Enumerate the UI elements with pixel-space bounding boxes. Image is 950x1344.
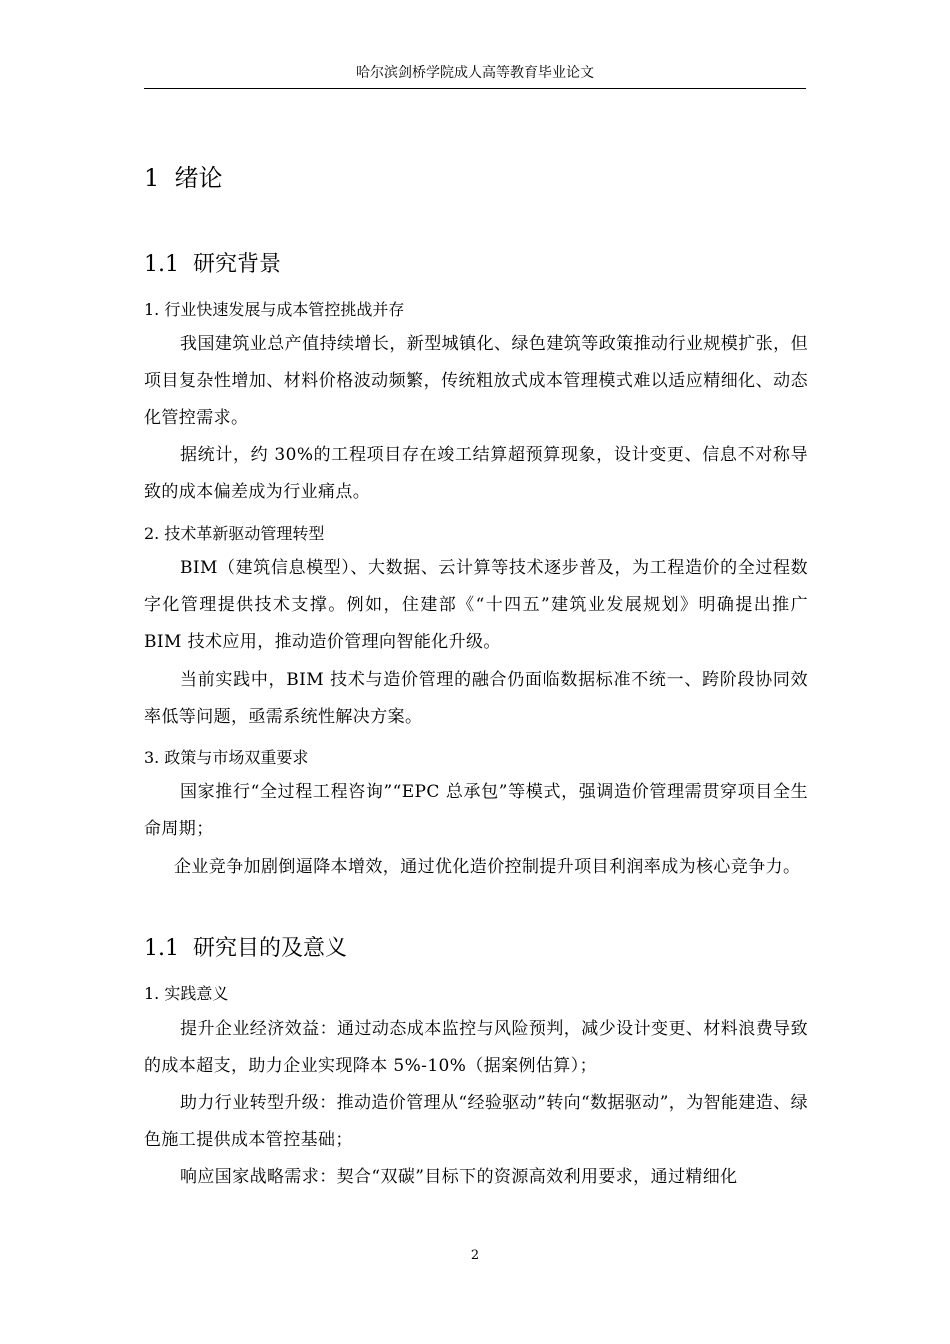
paragraph: 助力行业转型升级：推动造价管理从“经验驱动”转向“数据驱动”，为智能建造、绿色施工提供成本管控基础；: [144, 1093, 808, 1150]
subheading-policy-market: 3. 政策与市场双重要求: [144, 748, 309, 767]
section-title: 研究背景: [193, 252, 282, 277]
paragraph: 提升企业经济效益：通过动态成本监控与风险预判，减少设计变更、材料浪费导致的成本超支，助力企业实现降本 5%-10%（据案例估算）；: [144, 1019, 808, 1076]
chapter-number: 1: [144, 164, 160, 192]
paragraph: BIM（建筑信息模型）、大数据、云计算等技术逐步普及，为工程造价的全过程数字化管理提供技术支撑。例如，住建部《“十四五”建筑业发展规划》明确提出推广 BIM 技术应用，推动造价管理向智能化升级。: [144, 558, 808, 652]
subheading-technology: 2. 技术革新驱动管理转型: [144, 524, 325, 543]
paragraph: 企业竞争加剧倒逼降本增效，通过优化造价控制提升项目利润率成为核心竞争力。: [174, 857, 801, 877]
section-heading-background: [144, 249, 281, 281]
paragraph: 据统计，约 30%的工程项目存在竣工结算超预算现象，设计变更、信息不对称导致的成本偏差成为行业痛点。: [144, 445, 808, 502]
section-number: 1.1: [144, 936, 179, 961]
header-rule: [144, 88, 806, 89]
paragraph: 响应国家战略需求：契合“双碳”目标下的资源高效利用要求，通过精细化: [180, 1167, 738, 1187]
paragraph: 我国建筑业总产值持续增长，新型城镇化、绿色建筑等政策推动行业规模扩张，但项目复杂性增加、材料价格波动频繁，传统粗放式成本管理模式难以适应精细化、动态化管控需求。: [144, 334, 808, 428]
page-number: 2: [470, 1248, 480, 1263]
subheading-practical-significance: 1. 实践意义: [144, 984, 229, 1003]
section-number: 1.1: [144, 252, 179, 277]
section-heading-purpose: [144, 933, 347, 965]
chapter-heading: [144, 160, 223, 196]
paragraph: 当前实践中，BIM 技术与造价管理的融合仍面临数据标准不统一、跨阶段协同效率低等问题，亟需系统性解决方案。: [144, 670, 808, 727]
subheading-industry-development: 1. 行业快速发展与成本管控挑战并存: [144, 300, 405, 319]
chapter-title: 绪论: [174, 164, 223, 192]
section-title: 研究目的及意义: [193, 936, 348, 961]
running-header: 哈尔滨剑桥学院成人高等教育毕业论文: [356, 65, 594, 81]
paragraph: 国家推行“全过程工程咨询”“EPC 总承包”等模式，强调造价管理需贯穿项目全生命周期；: [144, 782, 808, 839]
